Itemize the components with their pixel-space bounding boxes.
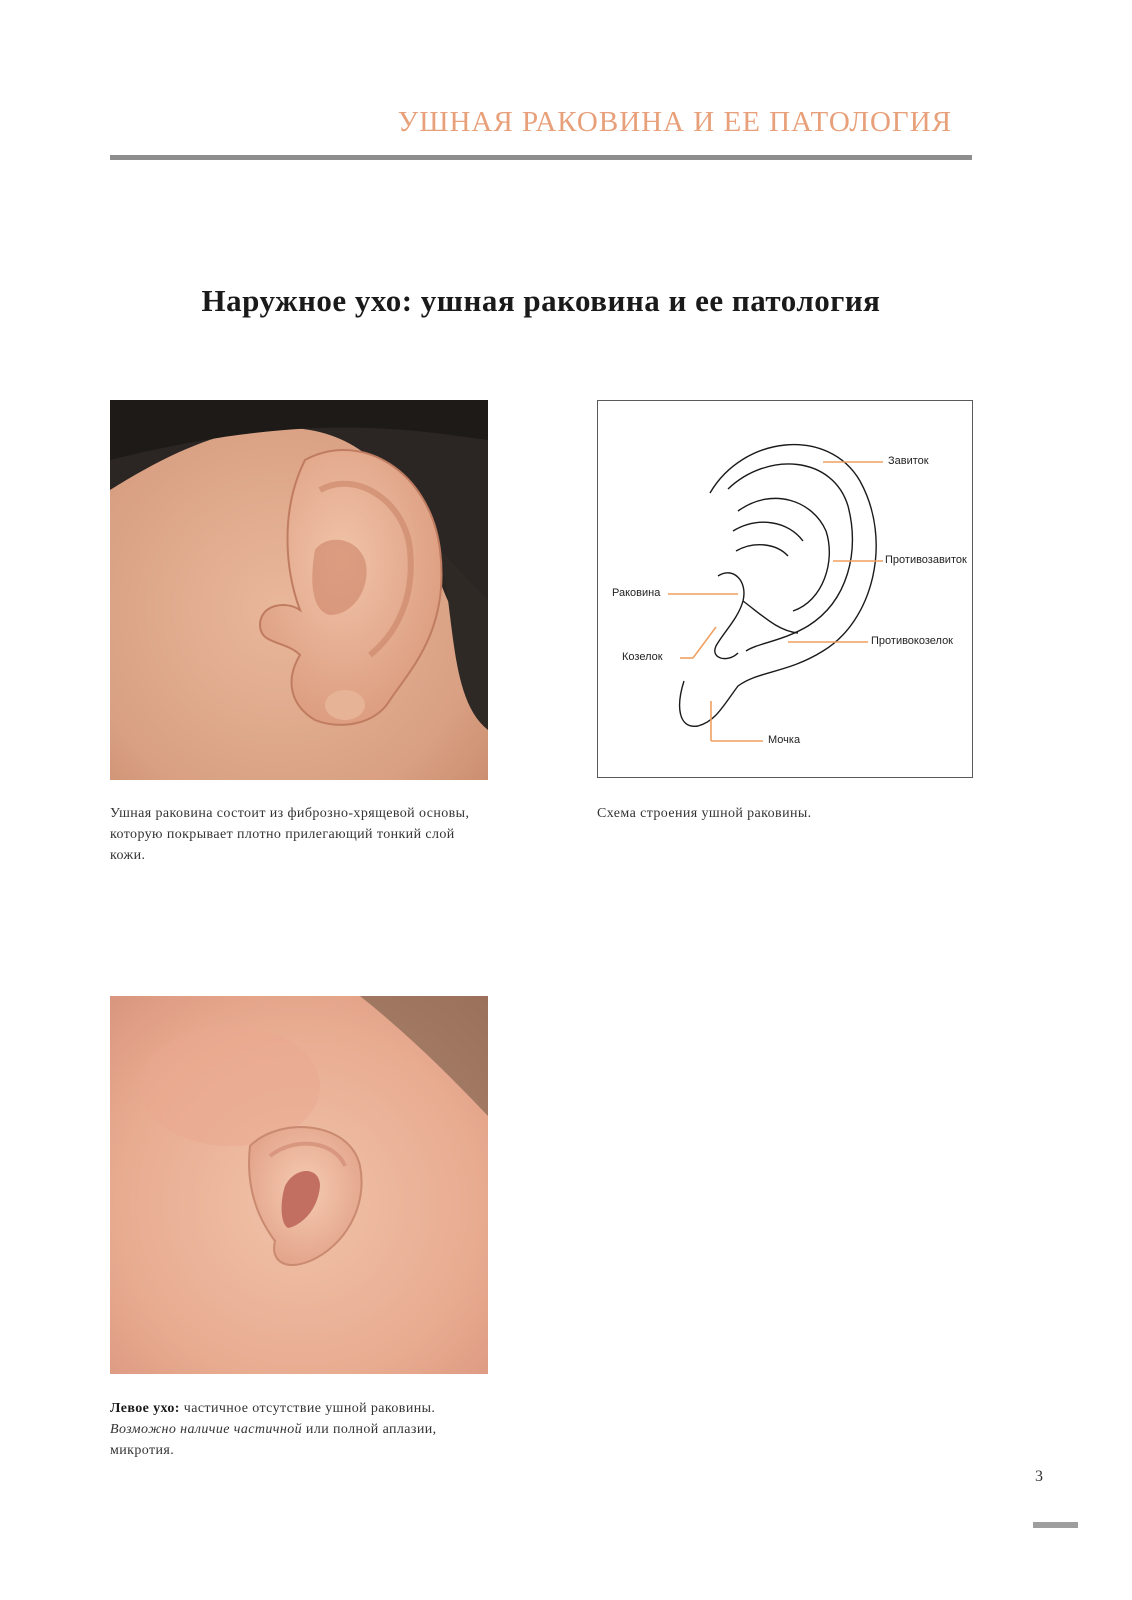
label-antihelix: Противозавиток bbox=[885, 554, 967, 566]
page-number: 3 bbox=[1035, 1468, 1043, 1485]
label-helix: Завиток bbox=[888, 455, 929, 467]
caption-italic: Возможно наличие частичной bbox=[110, 1422, 303, 1437]
caption-ear-photo: Ушная раковина состоит из фиброзно-хрящевой основы, которую покрывает плотно прилегающий тонкий слой кожи. bbox=[110, 806, 470, 863]
page-number-bar bbox=[1033, 1522, 1078, 1528]
ear-structure-diagram bbox=[597, 400, 973, 778]
caption-diagram: Схема строения ушной раковины. bbox=[597, 806, 812, 821]
label-tragus: Козелок bbox=[622, 651, 663, 663]
page-title: Наружное ухо: ушная раковина и ее патология bbox=[201, 283, 881, 318]
running-head: УШНАЯ РАКОВИНА И ЕЕ ПАТОЛОГИЯ bbox=[397, 106, 952, 138]
label-concha: Раковина bbox=[612, 587, 661, 599]
caption-microtia bbox=[110, 1398, 470, 1461]
header-rule bbox=[110, 155, 972, 160]
microtia-photo bbox=[110, 996, 488, 1374]
label-antitragus: Противокозелок bbox=[871, 635, 953, 647]
ear-photo bbox=[110, 400, 488, 780]
caption-lead: Левое ухо: bbox=[110, 1401, 180, 1416]
caption-tail: или полной аплазии, микротия. bbox=[110, 1422, 437, 1458]
caption-text: частичное отсутствие ушной раковины. bbox=[183, 1401, 436, 1416]
label-lobule: Мочка bbox=[768, 734, 801, 746]
